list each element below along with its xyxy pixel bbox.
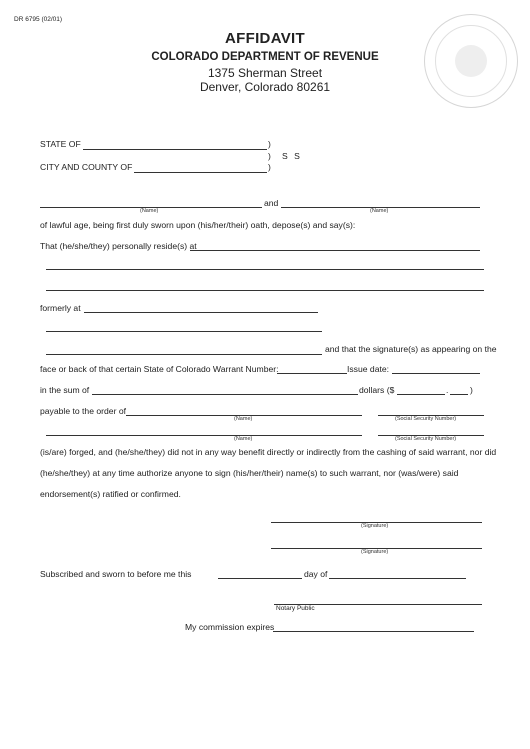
forged-statement-line-1: (is/are) forged, and (he/she/they) did not in any way benefit directly or indirectly from the cashing of said warrant, nor did [40, 447, 497, 457]
sum-label: in the sum of [40, 385, 90, 395]
resides-label: That (he/she/they) personally reside(s) at [40, 241, 197, 251]
warrant-number-field[interactable] [277, 373, 347, 374]
month-year-field[interactable] [329, 578, 466, 579]
name-caption-2: (Name) [370, 208, 389, 214]
warrant-label: face or back of that certain State of Colorado Warrant Number: [40, 364, 279, 374]
venue-paren-1: ) [268, 139, 271, 149]
notary-public-caption: Notary Public [276, 605, 315, 612]
form-number: DR 6795 (02/01) [14, 16, 63, 23]
form-title: AFFIDAVIT [225, 30, 305, 47]
state-field[interactable] [83, 149, 267, 150]
name-caption-1: (Name) [140, 208, 159, 214]
oath-text: of lawful age, being first duly sworn upon (his/her/their) oath, depose(s) and say(s): [40, 220, 356, 230]
and-label: and [264, 198, 279, 208]
state-of-label: STATE OF [40, 139, 81, 149]
issue-date-label: Issue date: [347, 364, 390, 374]
residence-field-3[interactable] [46, 290, 484, 291]
former-address-field[interactable] [84, 312, 318, 313]
cents-field[interactable] [450, 394, 468, 395]
venue-paren-3: ) [268, 162, 271, 172]
former-address-field-3[interactable] [46, 354, 322, 355]
department-city: Denver, Colorado 80261 [199, 80, 331, 94]
ssn-caption-2: (Social Security Number) [395, 436, 457, 442]
issue-date-field[interactable] [392, 373, 480, 374]
ssn-caption-1: (Social Security Number) [395, 416, 457, 422]
signature-caption-1: (Signature) [361, 523, 389, 529]
former-address-field-2[interactable] [46, 331, 322, 332]
payee-name-caption-2: (Name) [234, 436, 253, 442]
dollars-label: dollars ($ [359, 385, 395, 395]
department-name: COLORADO DEPARTMENT OF REVENUE [151, 51, 379, 63]
dollars-close-paren: ) [470, 385, 473, 395]
day-field[interactable] [218, 578, 302, 579]
forged-statement-line-3: endorsement(s) ratified or confirmed. [40, 489, 181, 499]
signature-clause-text: and that the signature(s) as appearing on the [325, 344, 497, 354]
commission-label: My commission expires [185, 622, 275, 632]
payable-label: payable to the order of [40, 406, 126, 416]
dollars-amount-field[interactable] [397, 394, 445, 395]
payee-name-caption-1: (Name) [234, 416, 253, 422]
forged-statement-line-2: (he/she/they) at any time authorize anyone to sign (his/her/their) name(s) to such warrant, nor (was/were) said [40, 468, 459, 478]
signature-caption-2: (Signature) [361, 549, 389, 555]
residence-field[interactable] [190, 250, 480, 251]
residence-field-2[interactable] [46, 269, 484, 270]
department-street: 1375 Sherman Street [207, 66, 323, 80]
subscribed-label: Subscribed and sworn to before me this [40, 569, 192, 579]
payee-name-field-2[interactable] [46, 435, 362, 436]
day-of-label: day of [304, 569, 328, 579]
sum-field[interactable] [92, 394, 358, 395]
city-county-field[interactable] [134, 172, 267, 173]
decimal-point: . [446, 385, 449, 395]
city-county-label: CITY AND COUNTY OF [40, 162, 133, 172]
venue-paren-2: ) [268, 151, 271, 161]
venue-ss: S S [282, 151, 302, 161]
formerly-label: formerly at [40, 303, 81, 313]
commission-expiry-field[interactable] [273, 631, 474, 632]
